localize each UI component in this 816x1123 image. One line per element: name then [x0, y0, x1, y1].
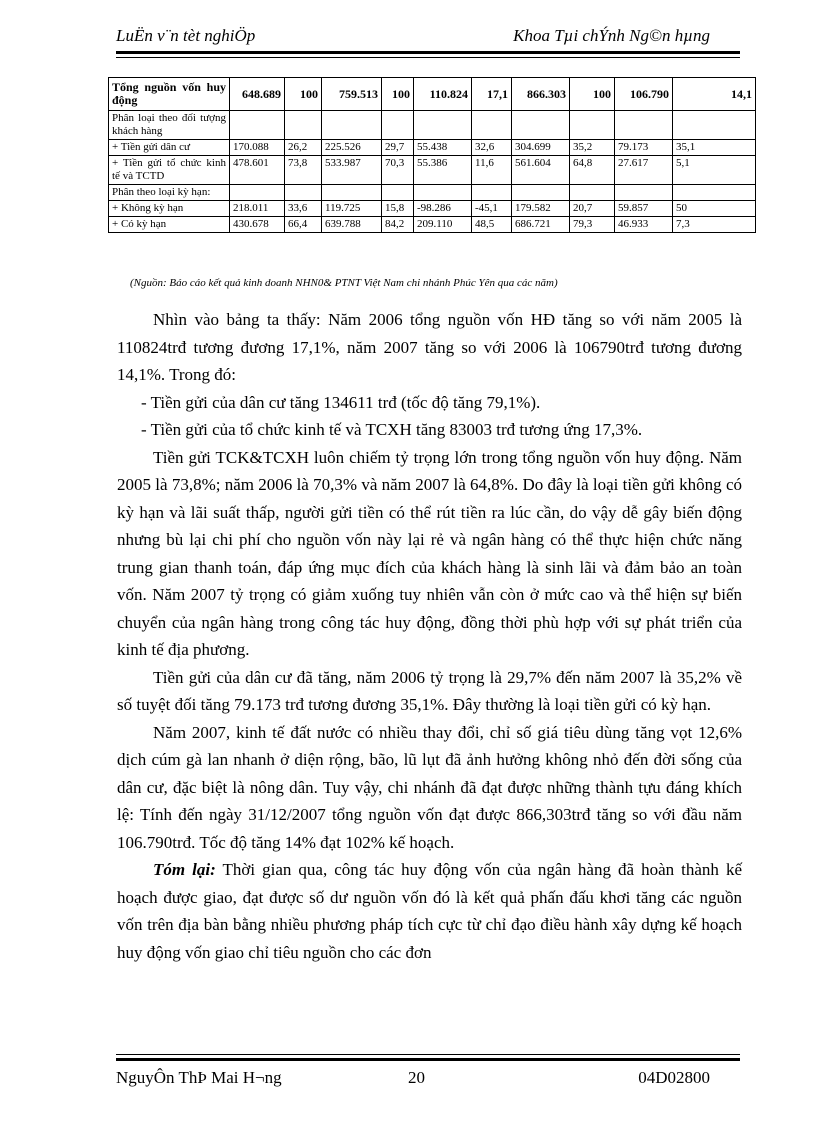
table-cell — [673, 111, 756, 140]
row-label: Phân loại theo đối tượng khách hàng — [109, 111, 230, 140]
table-cell: 866.303 — [512, 78, 570, 111]
table-cell: 5,1 — [673, 156, 756, 185]
table-cell: 35,1 — [673, 140, 756, 156]
table-row — [109, 217, 756, 233]
table-cell: 179.582 — [512, 201, 570, 217]
table-cell: 533.987 — [322, 156, 382, 185]
row-label: Phân theo loại kỳ hạn: — [109, 185, 230, 201]
table-cell: 48,5 — [472, 217, 512, 233]
page-footer — [116, 1068, 740, 1092]
table-cell: 73,8 — [285, 156, 322, 185]
table-cell — [230, 111, 285, 140]
page-header — [116, 26, 740, 52]
row-label: + Tiền gửi dân cư — [109, 140, 230, 156]
table-cell — [615, 185, 673, 201]
footer-author: NguyÔn ThÞ Mai H¬ng — [116, 1068, 282, 1087]
table-cell: 59.857 — [615, 201, 673, 217]
table-cell: 478.601 — [230, 156, 285, 185]
table-cell: 32,6 — [472, 140, 512, 156]
table-cell — [512, 111, 570, 140]
table-cell: -98.286 — [414, 201, 472, 217]
table-cell: 17,1 — [472, 78, 512, 111]
table-cell — [382, 111, 414, 140]
row-label: Tổng nguồn vốn huy động — [109, 78, 230, 111]
paragraph-3: Tiền gửi của dân cư đã tăng, năm 2006 tỷ trọng là 29,7% đến năm 2007 là 35,2% về số tuyệt đối tăng 79.173 trđ tương đương 35,1%. Đây thường là loại tiền gửi có kỳ hạn. — [117, 667, 742, 714]
table-cell — [414, 185, 472, 201]
table-cell: 100 — [382, 78, 414, 111]
footer-page-number: 20 — [408, 1068, 425, 1087]
bullet-1: - Tiền gửi của dân cư tăng 134611 trđ (tốc độ tăng 79,1%). — [141, 392, 541, 412]
table-cell: 79,3 — [570, 217, 615, 233]
table-cell — [230, 185, 285, 201]
table-cell: 50 — [673, 201, 756, 217]
table-cell: 639.788 — [322, 217, 382, 233]
header-rule-thin — [116, 57, 740, 58]
table-cell — [322, 111, 382, 140]
table-cell — [472, 111, 512, 140]
body-text — [117, 306, 742, 966]
table-row — [109, 201, 756, 217]
summary-lead: Tóm lại: — [153, 860, 216, 879]
table-cell: -45,1 — [472, 201, 512, 217]
table-cell — [322, 185, 382, 201]
table-cell: 7,3 — [673, 217, 756, 233]
table-cell: 170.088 — [230, 140, 285, 156]
table-cell: 106.790 — [615, 78, 673, 111]
table-cell: 55.386 — [414, 156, 472, 185]
table-row — [109, 111, 756, 140]
table-cell: 33,6 — [285, 201, 322, 217]
table-cell: 430.678 — [230, 217, 285, 233]
table-cell — [615, 111, 673, 140]
table-cell: 686.721 — [512, 217, 570, 233]
table-cell: 66,4 — [285, 217, 322, 233]
table-cell: 35,2 — [570, 140, 615, 156]
table-cell: 648.689 — [230, 78, 285, 111]
table-cell: 14,1 — [673, 78, 756, 111]
table-cell: 759.513 — [322, 78, 382, 111]
table-cell — [382, 185, 414, 201]
paragraph-4: Năm 2007, kinh tế đất nước có nhiều thay đổi, chỉ số giá tiêu dùng tăng vọt 12,6% dịch cúm gà lan nhanh ở diện rộng, bão, lũ lụt đã ảnh hưởng không nhỏ đến đời sống của dân cư, đặc biệt là nông dân. Tuy vậy, chi nhánh đã đạt được những thành tựu đáng khích lệ: Tính đến ngày 31/12/2007 tổng nguồn vốn đạt được 866,303trđ tăng so với đầu năm 106.790trđ. Tốc độ tăng 14% đạt 102% kế hoạch. — [117, 722, 742, 852]
table-cell: 26,2 — [285, 140, 322, 156]
table-cell — [285, 111, 322, 140]
row-label: + Có kỳ hạn — [109, 217, 230, 233]
table-cell — [414, 111, 472, 140]
table-cell: 29,7 — [382, 140, 414, 156]
table-cell: 100 — [570, 78, 615, 111]
row-label: + Không kỳ hạn — [109, 201, 230, 217]
table-cell: 119.725 — [322, 201, 382, 217]
footer-student-id: 04D02800 — [638, 1068, 710, 1087]
bullet-2: - Tiền gửi của tổ chức kinh tế và TCXH tăng 83003 trđ tương ứng 17,3%. — [141, 420, 643, 439]
table-cell: 110.824 — [414, 78, 472, 111]
table-cell — [570, 111, 615, 140]
table-cell: 304.699 — [512, 140, 570, 156]
capital-mobilization-table — [108, 77, 756, 233]
table-row — [109, 78, 756, 111]
table-cell — [285, 185, 322, 201]
paragraph-5 — [117, 856, 742, 966]
table-cell: 55.438 — [414, 140, 472, 156]
table-cell: 100 — [285, 78, 322, 111]
table-cell: 79.173 — [615, 140, 673, 156]
footer-rule-thick — [116, 1058, 740, 1061]
header-rule-thick — [116, 51, 740, 54]
table-cell: 20,7 — [570, 201, 615, 217]
summary-text: Thời gian qua, công tác huy động vốn của ngân hàng đã hoàn thành kế hoạch được giao, đạt được số dư nguồn vốn đó là kết quả phấn đấu khơi tăng các nguồn vốn trên địa bàn bằng nhiều phương pháp tích cực từ chỉ đạo điều hành xây dựng kế hoạch huy động vốn giao chỉ tiêu nguồn cho các đơn — [117, 860, 742, 962]
paragraph-1: Nhìn vào bảng ta thấy: Năm 2006 tổng nguồn vốn HĐ tăng so với năm 2005 là 110824trđ tương đương 17,1%, năm 2007 tăng so với 2006 là 106790trđ tương đương 14,1%. Trong đó: — [117, 310, 742, 384]
table-cell: 218.011 — [230, 201, 285, 217]
table-row — [109, 185, 756, 201]
table-cell: 70,3 — [382, 156, 414, 185]
table-row — [109, 140, 756, 156]
table-row — [109, 156, 756, 185]
header-thesis-title: LuËn v¨n tèt nghiÖp — [116, 26, 256, 45]
table-cell — [673, 185, 756, 201]
header-faculty: Khoa Tµi chÝnh Ng©n hµng — [513, 26, 710, 45]
table-cell: 15,8 — [382, 201, 414, 217]
table-cell: 561.604 — [512, 156, 570, 185]
footer-rule-thin — [116, 1054, 740, 1055]
table-cell: 209.110 — [414, 217, 472, 233]
table-cell — [570, 185, 615, 201]
table-cell: 11,6 — [472, 156, 512, 185]
table-cell: 64,8 — [570, 156, 615, 185]
table-source-note: (Nguồn: Báo cáo kết quả kinh doanh NHN0& PTNT Việt Nam chi nhánh Phúc Yên qua các năm) — [130, 277, 558, 289]
table-cell — [512, 185, 570, 201]
table-cell: 84,2 — [382, 217, 414, 233]
table-cell: 27.617 — [615, 156, 673, 185]
row-label: + Tiền gửi tổ chức kinh tế và TCTD — [109, 156, 230, 185]
table-cell: 46.933 — [615, 217, 673, 233]
table-cell: 225.526 — [322, 140, 382, 156]
paragraph-2: Tiền gửi TCK&TCXH luôn chiếm tỷ trọng lớn trong tổng nguồn vốn huy động. Năm 2005 là 73,8%; năm 2006 là 70,3% và năm 2007 là 64,8%. Do đây là loại tiền gửi không có kỳ hạn và lãi suất thấp, người gửi tiền có thể rút tiền ra lúc cần, do vậy dễ gây biến động nhưng bù lại chi phí cho nguồn vốn này lại rẻ và ngân hàng có thể thực hiện chức năng trung gian thanh toán, đáp ứng mục đích của khách hàng là sinh lãi và đảm bảo an toàn vốn. Năm 2007 tỷ trọng có giảm xuống tuy nhiên vẫn còn ở mức cao và thể hiện sự biến chuyển của ngân hàng trong công tác huy động, đồng thời phù hợp với sự phát triển của kinh tế địa phương. — [117, 447, 742, 659]
table-cell — [472, 185, 512, 201]
